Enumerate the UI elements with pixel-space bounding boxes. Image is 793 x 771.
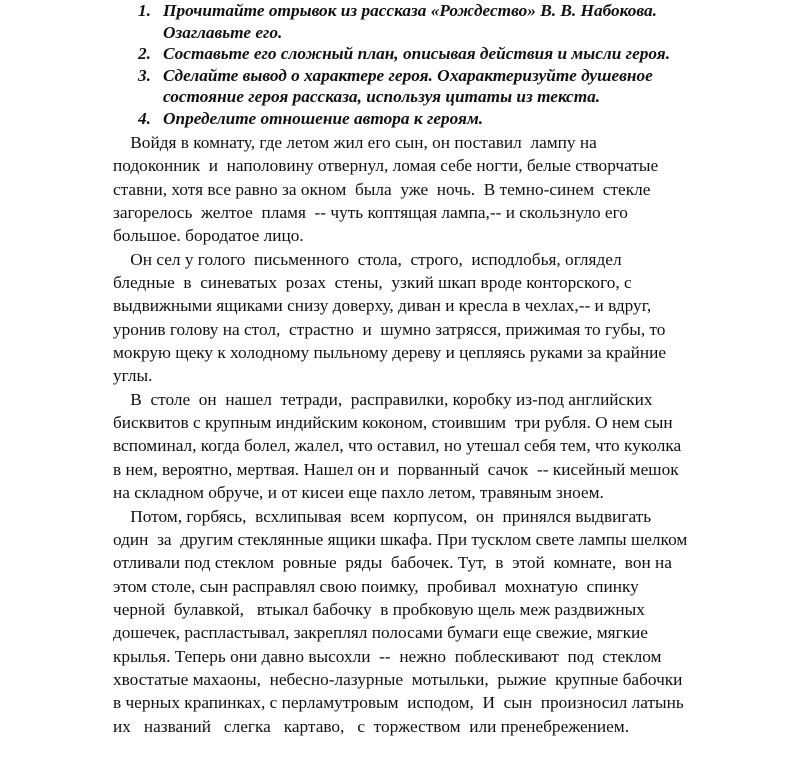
story-line: крылья. Теперь они давно высохли -- нежно поблескивают под стеклом	[113, 646, 662, 666]
story-line: большое. бородатое лицо.	[113, 226, 304, 246]
story-line: в черных крапинках, с перламутровым исподом, И сын произносил латынь	[113, 693, 684, 713]
task-number: 1.	[138, 1, 151, 20]
story-line: Потом, горбясь, всхлипывая всем корпусом, он принялся выдвигать	[113, 506, 652, 526]
story-line: ставни, хотя все равно за окном была уже ночь. В темно-синем стекле	[113, 179, 651, 199]
story-line: на складном обруче, и от кисеи еще пахло летом, травяным зноем.	[113, 483, 604, 503]
task-item	[138, 0, 778, 43]
story-line: их названий слегка картаво, с торжеством или пренебрежением.	[113, 716, 630, 736]
story-line: мокрую щеку к холодному пыльному дереву и цепляясь руками за крайние	[113, 343, 667, 363]
story-line: этом столе, сын расправлял свою поимку, пробивал мохнатую спинку	[113, 576, 639, 596]
task-text-line: Сделайте вывод о характере героя. Охарактеризуйте душевное	[163, 65, 653, 85]
story-line: Войдя в комнату, где летом жил его сын, он поставил лампу на	[113, 133, 597, 152]
story-line: один за другим стеклянные ящики шкафа. При тусклом свете лампы шелком	[113, 529, 688, 549]
task-text-line: Составьте его сложный план, описывая действия и мысли героя.	[163, 44, 671, 64]
story-line: подоконник и наполовину отвернул, ломая себе ногти, белые створчатые	[113, 156, 659, 176]
story-paragraph	[113, 388, 793, 505]
story-line: вспоминал, когда болел, жалел, что оставил, но утешал себя тем, что куколка	[113, 436, 682, 456]
story-line: бледные в синеватых розах стены, узкий шкап вроде конторского, с	[113, 273, 632, 293]
story-line: загорелось желтое пламя -- чуть коптящая лампа,-- и скользнуло его	[113, 203, 628, 223]
task-item	[138, 108, 778, 130]
story-line: Он сел у голого письменного стола, строго, исподлобья, оглядел	[113, 249, 622, 269]
story-line: в нем, вероятно, мертвая. Нашел он и порванный сачок -- кисейный мешок	[113, 459, 679, 479]
story-line: бисквитов с крупным индийским коконом, стоившим три рубля. О нем сын	[113, 413, 673, 433]
story-paragraph	[113, 131, 793, 248]
story-line: В столе он нашел тетради, расправилки, коробку из-под английских	[113, 389, 653, 409]
task-text-line: состояние героя рассказа, используя цитаты из текста.	[163, 87, 601, 107]
story-line: углы.	[113, 366, 153, 386]
task-item	[138, 65, 778, 108]
task-list	[138, 0, 778, 130]
story-line: выдвижными ящиками снизу доверху, диван и кресла в чехлах,-- и вдруг,	[113, 296, 652, 316]
task-number: 4.	[138, 108, 151, 128]
story-line: дошечек, распластывал, закреплял полосами бумаги еще свежие, мягкие	[113, 623, 648, 643]
task-item	[138, 43, 778, 65]
task-text-line: Прочитайте отрывок из рассказа «Рождество» В. В. Набокова.	[163, 1, 657, 20]
story-line: уронив голову на стол, страстно и шумно затрясся, прижимая то губы, то	[113, 319, 666, 339]
task-number: 3.	[138, 65, 151, 85]
story-paragraph	[113, 505, 793, 738]
story-line: черной булавкой, втыкал бабочку в пробковую щель меж раздвижных	[113, 599, 645, 619]
story-text	[113, 131, 793, 738]
task-number: 2.	[138, 44, 151, 64]
story-line: хвостатые махаоны, небесно-лазурные мотыльки, рыжие крупные бабочки	[113, 669, 683, 689]
task-text-line: Определите отношение автора к героям.	[163, 108, 484, 128]
task-text-line: Озаглавьте его.	[163, 22, 283, 42]
story-line: отливали под стеклом ровные ряды бабочек. Тут, в этой комнате, вон на	[113, 553, 672, 573]
story-paragraph	[113, 248, 793, 388]
